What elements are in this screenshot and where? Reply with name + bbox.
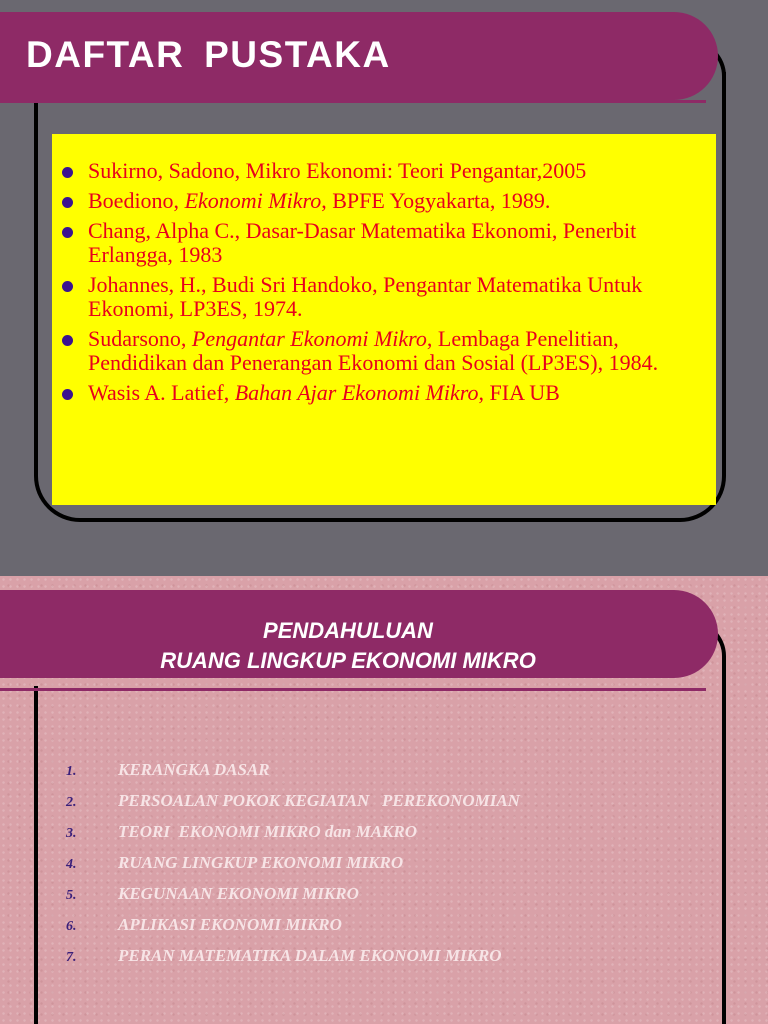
reference-item [52, 273, 716, 321]
bullet-icon [62, 281, 73, 292]
bullet-icon [62, 167, 73, 178]
topic-text: APLIKASI EKONOMI MIKRO [118, 915, 342, 934]
reference-text: Johannes, H., Budi Sri Handoko, Pengantar Matematika Untuk Ekonomi, LP3ES, 1974. [88, 272, 643, 321]
topic-item [66, 915, 520, 946]
bullet-icon [62, 197, 73, 208]
title-underline [0, 688, 706, 691]
topic-text: PERAN MATEMATIKA DALAM EKONOMI MIKRO [118, 946, 502, 965]
reference-item [52, 219, 716, 267]
reference-text: Sudarsono, [88, 326, 192, 351]
references-box [52, 134, 716, 505]
title-underline [0, 100, 706, 103]
reference-text: Sukirno, Sadono, Mikro Ekonomi: Teori Pengantar,2005 [88, 158, 587, 183]
reference-item [52, 159, 716, 183]
bullet-icon [62, 227, 73, 238]
slide-title [0, 616, 696, 676]
reference-text: Chang, Alpha C., Dasar-Dasar Matematika Ekonomi, Penerbit Erlangga, 1983 [88, 218, 637, 267]
reference-item [52, 381, 716, 405]
references-list [52, 134, 716, 405]
topic-number: 6. [66, 919, 77, 934]
reference-text: Wasis A. Latief, [88, 380, 235, 405]
slide-title: DAFTAR PUSTAKA [26, 34, 391, 75]
slide-frame [34, 686, 38, 1024]
topic-text: TEORI EKONOMI MIKRO dan MAKRO [118, 822, 417, 841]
reference-book-title: Pengantar Ekonomi Mikro [191, 326, 427, 351]
topic-item [66, 791, 520, 822]
topic-item [66, 853, 520, 884]
topic-number: 4. [66, 857, 77, 872]
reference-item [52, 327, 716, 375]
topic-number: 2. [66, 795, 77, 810]
topic-number: 7. [66, 950, 77, 965]
topic-number: 5. [66, 888, 77, 903]
topic-item [66, 946, 520, 977]
topic-item [66, 760, 520, 791]
reference-text: , FIA UB [478, 380, 560, 405]
topic-number: 1. [66, 764, 77, 779]
slide-frame-corner [690, 620, 726, 1024]
topic-number: 3. [66, 826, 77, 841]
bullet-icon [62, 335, 73, 346]
reference-item [52, 189, 716, 213]
topic-text: KEGUNAAN EKONOMI MIKRO [118, 884, 359, 903]
reference-text: Boediono, [88, 188, 185, 213]
topic-text: PERSOALAN POKOK KEGIATAN PEREKONOMIAN [118, 791, 520, 810]
topic-text: RUANG LINGKUP EKONOMI MIKRO [118, 853, 404, 872]
topic-item [66, 884, 520, 915]
reference-text: , Lembaga Penelitian, Pendidikan dan Penerangan Ekonomi dan Sosial (LP3ES), 1984. [88, 326, 659, 375]
slide-title-line2: RUANG LINGKUP EKONOMI MIKRO [160, 648, 536, 673]
topic-item [66, 822, 520, 853]
slide-title-line1: PENDAHULUAN [263, 618, 433, 643]
reference-book-title: Bahan Ajar Ekonomi Mikro [234, 380, 479, 405]
reference-text: , BPFE Yogyakarta, 1989. [321, 188, 551, 213]
slide-pendahuluan [0, 576, 768, 1024]
topic-text: KERANGKA DASAR [118, 760, 270, 779]
reference-book-title: Ekonomi Mikro [184, 188, 322, 213]
topics-list [66, 760, 520, 977]
bullet-icon [62, 389, 73, 400]
